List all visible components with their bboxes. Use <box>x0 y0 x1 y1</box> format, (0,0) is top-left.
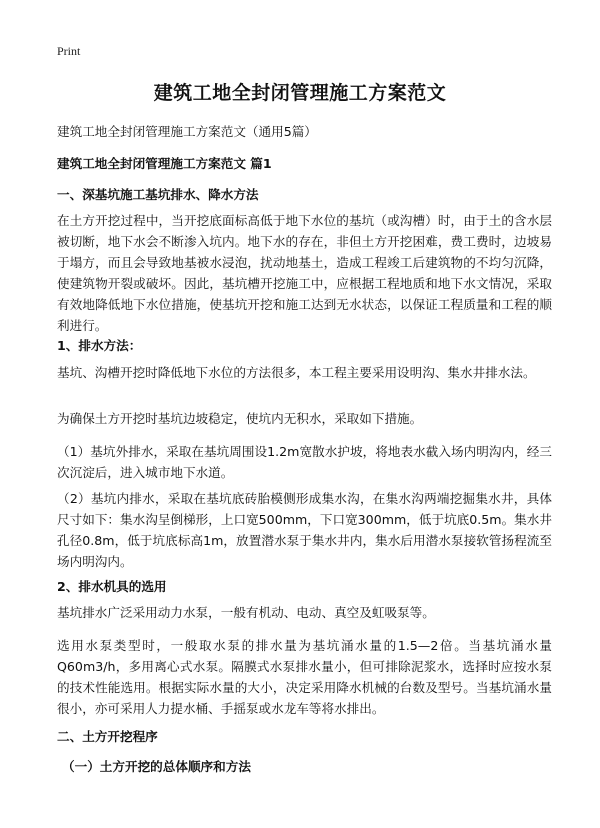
article-heading: 建筑工地全封闭管理施工方案范文 篇1 <box>57 156 272 171</box>
paragraph-pump-types: 基坑排水广泛采用动力水泵，一般有机动、电动、真空及虹吸泵等。 <box>57 605 435 620</box>
section-heading-dewatering: 一、深基坑施工基坑排水、降水方法 <box>57 187 259 202</box>
paragraph-internal-drainage: （2）基坑内排水，采取在基坑底砖胎模侧形成集水沟，在集水沟两端挖掘集水井，具体尺寸如下：集水沟呈倒梯形，上口宽500mm，下口宽300mm，低于坑底0.5m。集水井孔径0.8m，低于坑底标高1m，放置潜水泵于集水井内，集水后用潜水泵接软管扬程流至场内明沟内。 <box>57 491 552 569</box>
document-subtitle: 建筑工地全封闭管理施工方案范文（通用5篇） <box>57 124 317 139</box>
section-heading-excavation: 二、土方开挖程序 <box>57 729 158 744</box>
paragraph-dewatering-intro: 在土方开挖过程中，当开挖底面标高低于地下水位的基坑（或沟槽）时，由于土的含水层被切断，地下水会不断渗入坑内。地下水的存在，非但土方开挖困难，费工费时，边坡易于塌方，而且会导致地基被水浸泡，扰动地基土，造成工程竣工后建筑物的不均匀沉降，使建筑物开裂或破坏。因此，基坑槽开挖施工中，应根据工程地质和地下水文情况，采取有效地降低地下水位措施，使基坑开挖和施工达到无水状态，以保证工程质量和工程的顺利进行。 <box>57 213 552 333</box>
paragraph-external-drainage: （1）基坑外排水，采取在基坑周围设1.2m宽散水护坡，将地表水截入场内明沟内，经三次沉淀后，进入城市地下水道。 <box>57 444 552 480</box>
paragraph-pump-selection: 选用水泵类型时，一般取水泵的排水量为基坑涌水量的1.5—2倍。当基坑涌水量Q60m3/h，多用离心式水泵。隔膜式水泵排水量小，但可排除泥浆水，选择时应按水泵的技术性能选用。根据实际水量的大小，决定采用降水机械的台数及型号。当基坑涌水量很小，亦可采用人力提水桶、手摇泵或水龙车等将水排出。 <box>57 638 552 716</box>
paragraph-drainage-method: 基坑、沟槽开挖时降低地下水位的方法很多，本工程主要采用设明沟、集水井排水法。 <box>57 365 536 380</box>
subsection-heading-pump-selection: 2、排水机具的选用 <box>57 579 167 594</box>
paragraph-measures-intro: 为确保土方开挖时基坑边坡稳定，使坑内无积水，采取如下措施。 <box>57 411 423 426</box>
subsection-heading-drainage-method: 1、排水方法： <box>57 338 142 353</box>
subsection-heading-excavation-order: （一）土方开挖的总体顺序和方法 <box>62 759 251 774</box>
document-title: 建筑工地全封闭管理施工方案范文 <box>153 82 447 104</box>
print-label[interactable]: Print <box>57 44 81 58</box>
